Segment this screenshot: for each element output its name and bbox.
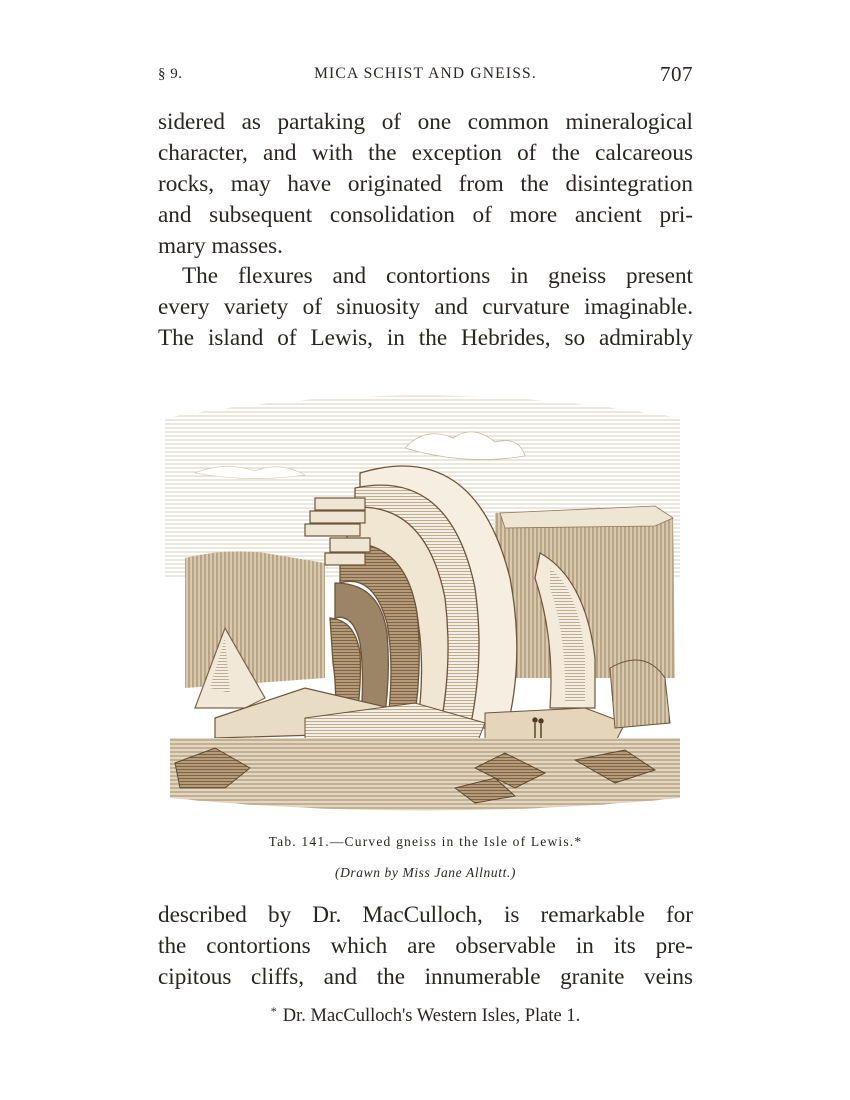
engraving-curved-gneiss — [155, 378, 690, 826]
footnote — [158, 1004, 693, 1027]
footnote-text: Dr. MacCulloch's Western Isles, Plate 1. — [282, 1006, 581, 1026]
paragraph-continued — [158, 107, 693, 262]
page-number: 707 — [660, 62, 693, 86]
text-line: The flexures and contortions in gneiss present — [182, 263, 693, 289]
text-line: described by Dr. MacCulloch, is remarkable for — [158, 902, 693, 928]
text-line: sidered as partaking of one common mineralogical — [158, 109, 693, 135]
paragraph-flexures — [158, 261, 693, 354]
figure-credit: (Drawn by Miss Jane Allnutt.) — [334, 865, 516, 880]
text-line: character, and with the exception of the calcareous — [158, 140, 693, 166]
text-line: The island of Lewis, in the Hebrides, so admirably — [158, 325, 693, 351]
text-line: every variety of sinuosity and curvature imaginable. — [158, 294, 693, 320]
paragraph-after-figure — [158, 900, 693, 993]
text-line: rocks, may have originated from the disintegration — [158, 171, 693, 197]
text-line: and subsequent consolidation of more ancient pri- — [158, 202, 693, 228]
running-header — [158, 62, 693, 88]
figure-caption: Tab. 141.—Curved gneiss in the Isle of Lewis.* — [268, 834, 583, 849]
section-number: § 9. — [158, 66, 183, 82]
footnote-marker: * — [270, 1004, 277, 1018]
chapter-title: MICA SCHIST AND GNEISS. — [314, 65, 537, 82]
text-line: the contortions which are observable in its pre- — [158, 933, 693, 959]
text-line: mary masses. — [158, 233, 283, 259]
text-line: cipitous cliffs, and the innumerable granite veins — [158, 964, 693, 990]
